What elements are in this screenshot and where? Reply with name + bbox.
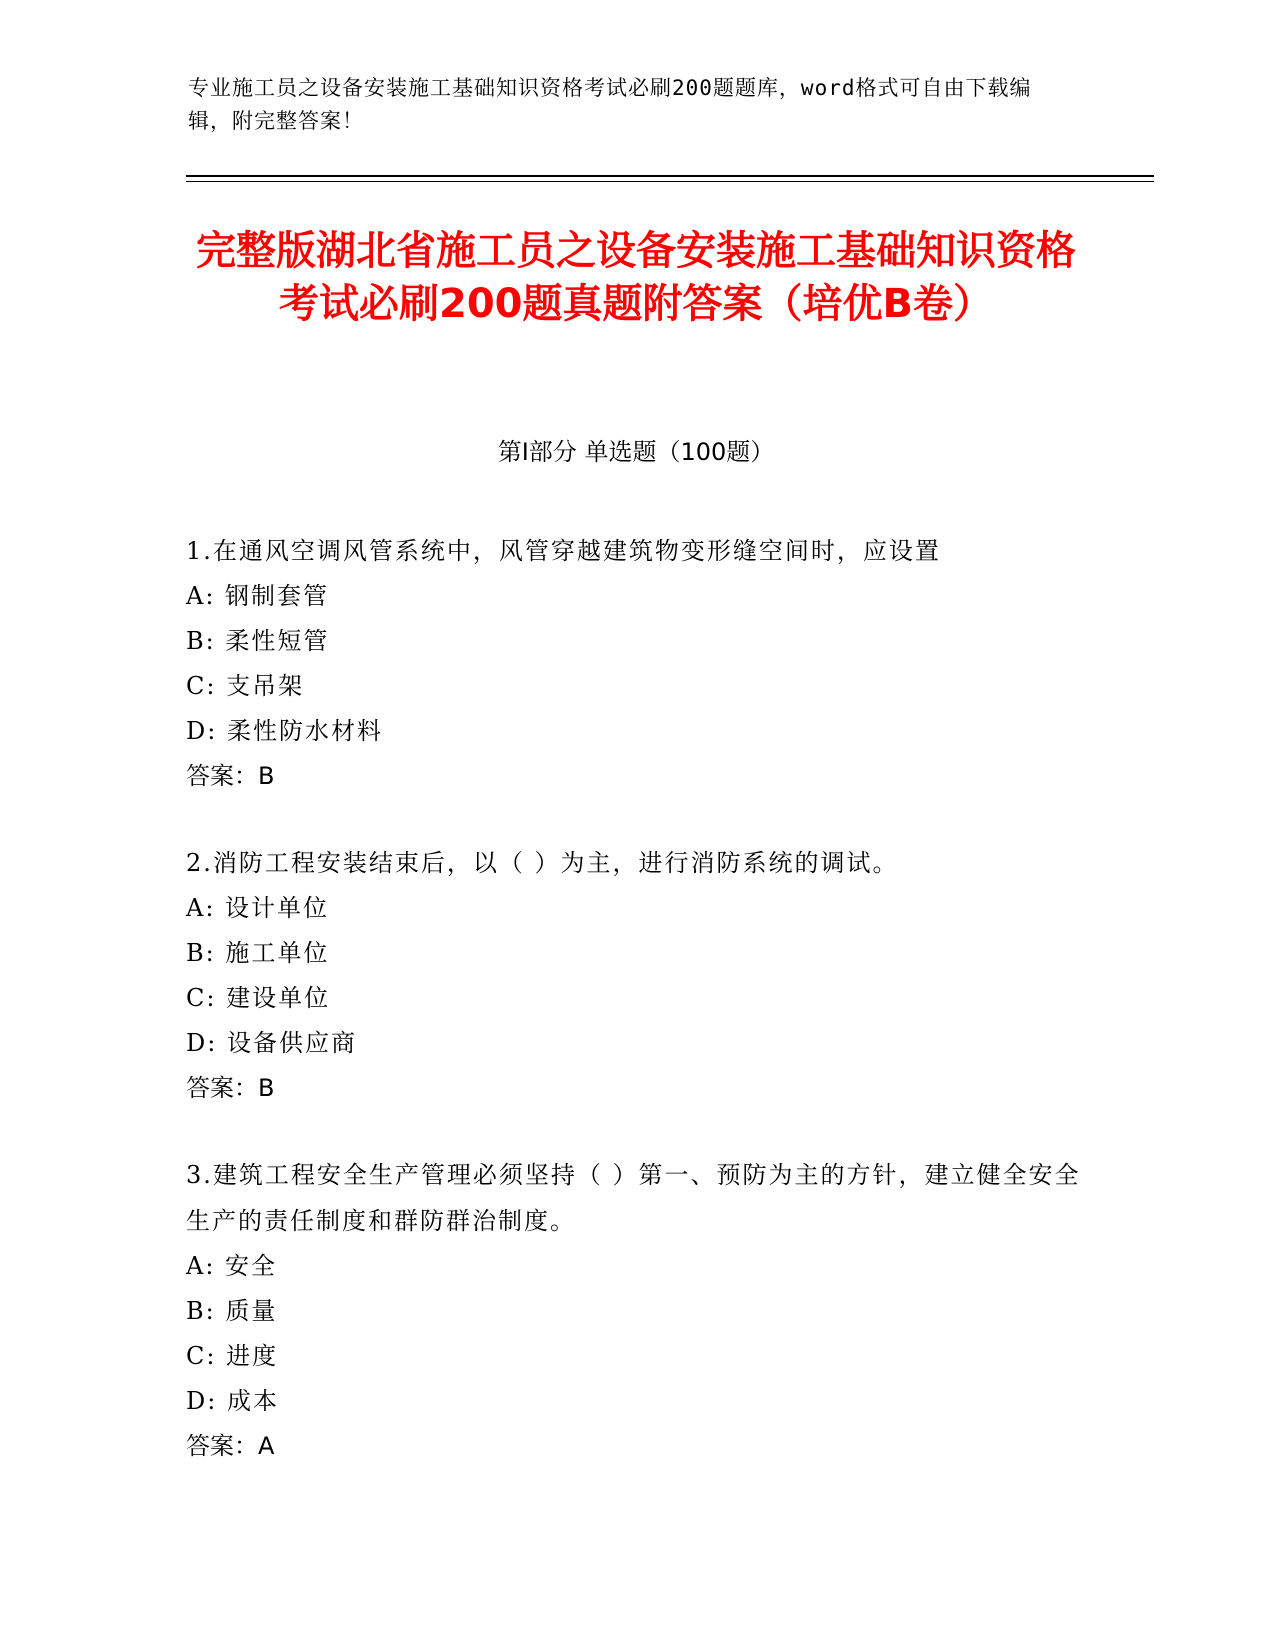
header-divider-thick	[186, 175, 1154, 177]
option-b: B: 施工单位	[186, 939, 330, 967]
question-stem: 1.在通风空调风管系统中，风管穿越建筑物变形缝空间时，应设置	[186, 537, 941, 565]
option-c: C: 进度	[186, 1342, 279, 1370]
question-list	[186, 528, 1086, 1510]
answer: 答案：B	[186, 1074, 275, 1102]
header-note: 专业施工员之设备安装施工基础知识资格考试必刷200题题库，word格式可自由下载编辑，附完整答案！	[188, 76, 1032, 133]
answer: 答案：B	[186, 762, 275, 790]
option-d: D: 成本	[186, 1387, 279, 1415]
option-a: A: 安全	[186, 1252, 278, 1280]
section-title: 第Ⅰ部分 单选题（100题）	[497, 438, 775, 466]
question-3	[186, 1152, 1086, 1468]
option-b: B: 质量	[186, 1297, 278, 1325]
option-a: A: 设计单位	[186, 894, 330, 922]
question-stem: 2.消防工程安装结束后，以（ ）为主，进行消防系统的调试。	[186, 849, 899, 877]
option-c: C: 支吊架	[186, 672, 305, 700]
option-d: D: 柔性防水材料	[186, 717, 383, 745]
question-2	[186, 840, 1086, 1110]
option-b: B: 柔性短管	[186, 627, 330, 655]
option-a: A: 钢制套管	[186, 582, 330, 610]
answer: 答案：A	[186, 1432, 275, 1460]
option-d: D: 设备供应商	[186, 1029, 357, 1057]
question-stem: 3.建筑工程安全生产管理必须坚持（ ）第一、预防为主的方针，建立健全安全生产的责任制度和群防群治制度。	[186, 1161, 1081, 1235]
question-1	[186, 528, 1086, 798]
header-divider-thin	[186, 181, 1154, 182]
option-c: C: 建设单位	[186, 984, 331, 1012]
document-title: 完整版湖北省施工员之设备安装施工基础知识资格考试必刷200题真题附答案（培优B卷）	[196, 228, 1076, 327]
